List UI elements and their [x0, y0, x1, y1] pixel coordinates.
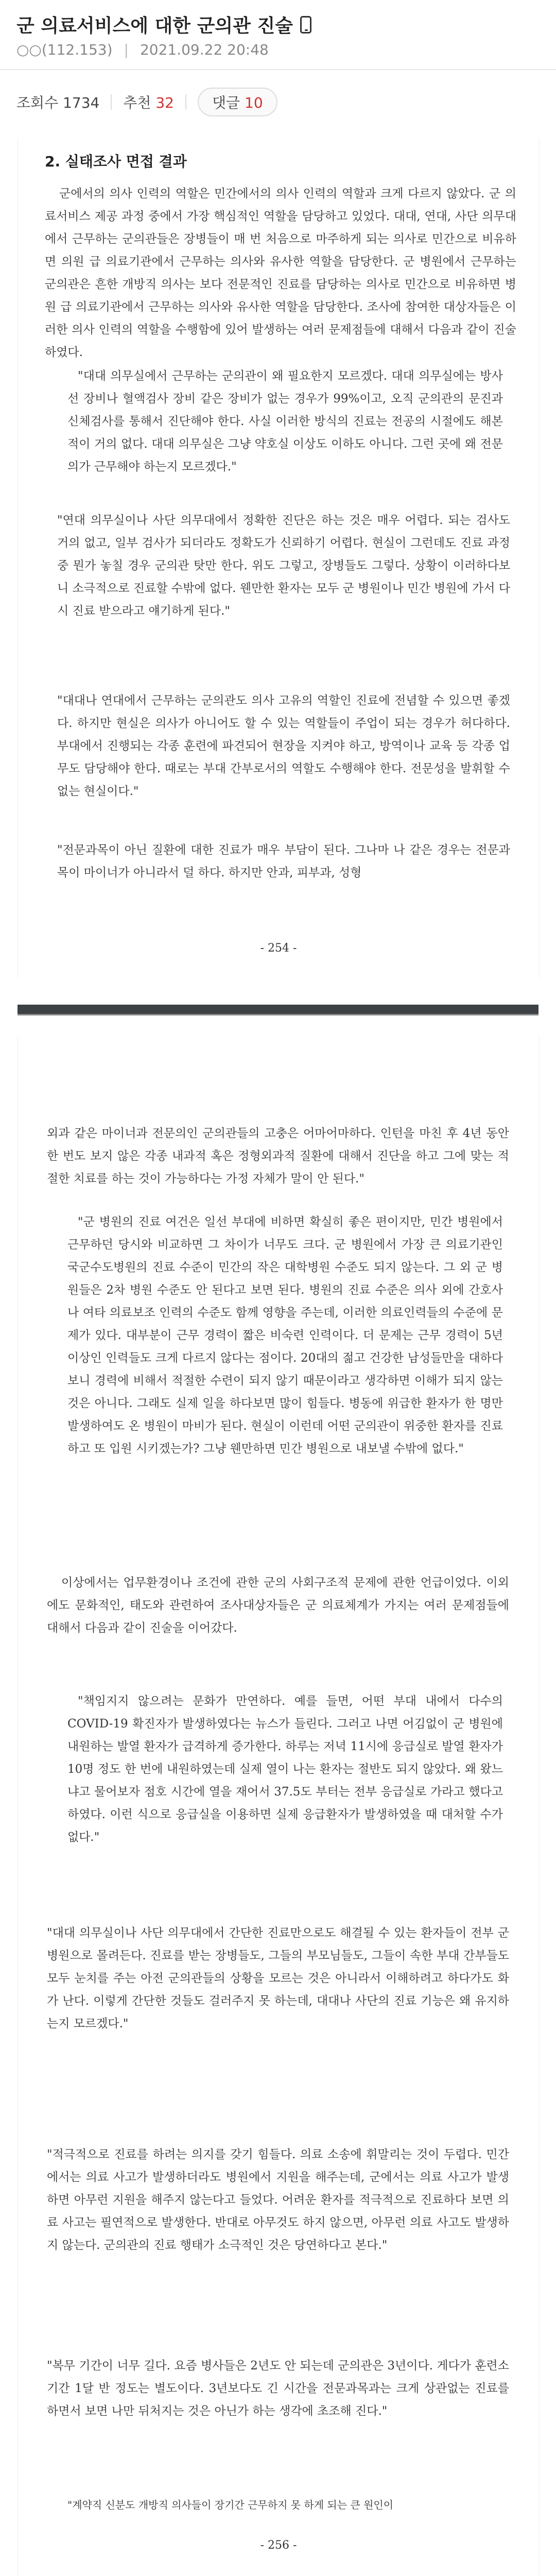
page-number: - 256 - — [260, 2539, 297, 2552]
body-paragraph: 이상에서는 업무환경이나 조건에 관한 군의 사회구조적 문제에 관한 언급이었다. 이외에도 문화적인, 태도와 관련하여 조사대상자들은 군 의료체계가 가지는 여러 문제점들에 대해서 다음과 같이 진술을 이어갔다. — [47, 1576, 509, 1635]
header-divider — [0, 69, 556, 70]
post-header — [0, 0, 556, 124]
recommend-label: 추천 — [123, 94, 151, 111]
quote-block: "대대 의무실에서 근무하는 군의관이 왜 필요한지 모르겠다. 대대 의무실에는 방사선 장비나 혈액검사 장비 같은 장비가 없는 경우가 99%이고, 오직 군의관의 문진과 신체검사를 통해서 진단해야 한다. 사실 이러한 방식의 진료는 전공의 시절에도 해본 적이 거의 없다. 대대 의무실은 그냥 약호실 이상도 이하도 아니다. 그런 곳에 왜 전문의가 근무해야 하는지 모르겠다." — [67, 369, 503, 473]
quote-block: "적극적으로 진료를 하려는 의지를 갖기 힘들다. 의료 소송에 휘말리는 것이 두렵다. 민간에서는 의료 사고가 발생하더라도 병원에서 지원을 해주는데, 군에서는 의료 사고가 발생하면 아무런 지원을 해주지 않는다고 들었다. 어려운 환자를 적극적으로 진료하다 보면 의료 사고는 필연적으로 발생한다. 반대로 아무것도 하지 않으면, 아무런 의료 사고도 발생하지 않는다. 군의관의 진료 행태가 소극적인 것은 당연하다고 본다." — [47, 2148, 509, 2252]
mobile-phone-icon — [300, 16, 311, 33]
title-row — [16, 11, 311, 38]
comments-button[interactable] — [198, 88, 277, 116]
quote-block: "연대 의무실이나 사단 의무대에서 정확한 진단은 하는 것은 매우 어렵다. 되는 검사도 거의 없고, 일부 검사가 되더라도 정확도가 신뢰하기 어렵다. 현실이 그런데도 진료 과정 중 뭔가 놓칠 경우 군의관 탓만 한다. 위도 그렇고, 장병들도 그렇다. 상황이 이러하다보니 소극적으로 진료할 수밖에 없다. 웬만한 환자는 모두 군 병원이나 민간 병원에 가서 다시 진료 받으라고 얘기하게 된다." — [57, 514, 510, 618]
quote-continuation: 외과 같은 마이너과 전문의인 군의관들의 고충은 어마어마하다. 인턴을 마친 후 4년 동안 한 번도 보지 않은 각종 내과적 혹은 정형외과적 질환에 대해서 진단을 하고 그에 맞는 적절한 치료를 하는 것이 가능하다는 가정 자체가 말이 안 된다." — [47, 1127, 509, 1185]
views-stat — [16, 92, 99, 112]
author-name[interactable]: ○○(112.153) — [16, 41, 113, 58]
meta-separator: | — [124, 41, 129, 58]
quote-block: "대대나 연대에서 근무하는 군의관도 의사 고유의 역할인 진료에 전념할 수 있으면 좋겠다. 하지만 현실은 의사가 아니어도 할 수 있는 역할들이 주업이 되는 경우가 허다하다. 부대에서 진행되는 각종 훈련에 파견되어 현장을 지켜야 하고, 방역이나 교육 등 각종 업무도 담당해야 한다. 때로는 부대 간부로서의 역할도 수행해야 한다. 전문성을 발휘할 수 없는 현실이다." — [57, 694, 510, 798]
quote-block: "군 병원의 진료 여건은 일선 부대에 비하면 확실히 좋은 편이지만, 민간 병원에서 근무하던 당시와 비교하면 그 차이가 너무도 크다. 군 병원에서 가장 큰 의료기관인 국군수도병원의 진료 수준이 민간의 작은 대학병원 수준도 되지 않는다. 그 외 군 병원들은 2차 병원 수준도 안 된다고 보면 된다. 병원의 진료 수준은 의사 외에 간호사나 여타 의료보조 인력의 수준도 함께 영향을 주는데, 이러한 의료인력들의 수준에 문제가 있다. 대부분이 근무 경력이 짧은 비숙련 인력이다. 더 문제는 근무 경력이 5년 이상인 인력들도 크게 다르지 않다는 점이다. 20대의 젊고 건강한 남성들만을 대하다보니 경력에 비해서 적절한 수련이 되지 않기 때문이라고 생각하면 이해가 되지 않는 것은 아니다. 그래도 실제 일을 하다보면 많이 힘들다. 병동에 위급한 환자가 한 명만 발생하여도 온 병원이 마비가 된다. 현실이 이런데 어떤 군의관이 위중한 환자를 진료하고 또 입원 시키겠는가? 그냥 웬만하면 민간 병원으로 내보낼 수밖에 없다." — [67, 1215, 503, 1455]
views-count: 1734 — [63, 94, 100, 111]
footnote-line: "계약직 신분도 개방직 의사들이 장기간 근무하지 못 하게 되는 큰 원인이 — [67, 2499, 394, 2511]
intro-paragraph: 군에서의 의사 인력의 역할은 민간에서의 의사 인력의 역할과 크게 다르지 않았다. 군 의료서비스 제공 과정 중에서 가장 핵심적인 역할을 담당하고 있었다. 대대, 연대, 사단 의무대에서 근무하는 군의관들은 장병들이 매 번 처음으로 마주하게 되는 의사로 민간으로 비유하면 의원 급 의료기관에서 근무하는 의사와 유사한 역할을 담당한다. 군 병원에서 근무하는 군의관은 흔한 개방직 의사는 보다 전문적인 진료를 담당하는 의사로 민간으로 비유하면 병원 급 의료기관에서 근무하는 의사와 유사한 역할을 담당한다. 조사에 참여한 대상자들은 이러한 의사 인력의 역할을 수행함에 있어 발생하는 여러 문제점들에 대해서 다음과 같이 진술하였다. — [45, 187, 516, 359]
recommend-count: 32 — [155, 94, 174, 111]
page-number: - 254 - — [260, 942, 297, 955]
post-datetime: 2021.09.22 20:48 — [140, 41, 269, 58]
quote-block: "대대 의무실이나 사단 의무대에서 간단한 진료만으로도 해결될 수 있는 환자들이 전부 군 병원으로 몰려든다. 진료를 받는 장병들도, 그들의 부모님들도, 그들이 속한 부대 간부들도 모두 눈치를 주는 아전 군의관들의 상황을 모르는 것은 아니라서 이해하려고 하다가도 화가 난다. 이렇게 간단한 것들도 걸러주지 못 하는데, 대대나 사단의 진료 기능은 왜 유지하는지 모르겠다." — [47, 1926, 509, 2030]
stat-separator — [185, 94, 186, 110]
post-title: 군 의료서비스에 대한 군의관 진술 — [16, 15, 293, 37]
views-label: 조회수 — [16, 94, 59, 111]
quote-block: "복무 기간이 너무 길다. 요즘 병사들은 2년도 안 되는데 군의관은 3년이다. 게다가 훈련소 기간 1달 반 정도는 별도이다. 3년보다도 긴 시간을 전문과목과는 크게 상관없는 진료를 하면서 보면 나만 뒤처지는 것은 아닌가 하는 생각에 초조해 진다." — [47, 2359, 509, 2418]
page-separator-edge — [18, 1014, 538, 1015]
stat-separator — [111, 94, 112, 110]
document-page-254 — [18, 138, 540, 978]
comments-count: 10 — [245, 94, 263, 111]
section-heading: 2. 실태조사 면접 결과 — [45, 153, 187, 170]
page-separator — [18, 1005, 538, 1014]
quote-block: "전문과목이 아닌 질환에 대한 진료가 매우 부담이 된다. 그나마 나 같은 경우는 전문과목이 마이너가 아니라서 덜 하다. 하지만 안과, 피부과, 성형 — [57, 843, 510, 879]
comments-label: 댓글 — [212, 94, 240, 111]
post-meta — [16, 41, 269, 58]
document-page-256 — [18, 1036, 540, 2576]
recommend-stat — [123, 92, 174, 112]
post-stats — [16, 88, 277, 116]
quote-block: "책임지지 않으려는 문화가 만연하다. 예를 들면, 어떤 부대 내에서 다수의 COVID-19 확진자가 발생하였다는 뉴스가 들린다. 그러고 나면 어김없이 군 병원에 내원하는 발열 환자가 급격하게 증가한다. 하루는 저녁 11시에 응급실로 발열 환자가 10명 정도 한 번에 내원하였는데 실제 열이 나는 환자는 절반도 되지 않았다. 왜 왔느냐고 물어보자 점호 시간에 열을 재어서 37.5도 부터는 전부 응급실로 가라고 했다고 하였다. 이런 식으로 응급실을 이용하면 실제 응급환자가 발생하였을 때 대처할 수가 없다." — [67, 1694, 503, 1844]
